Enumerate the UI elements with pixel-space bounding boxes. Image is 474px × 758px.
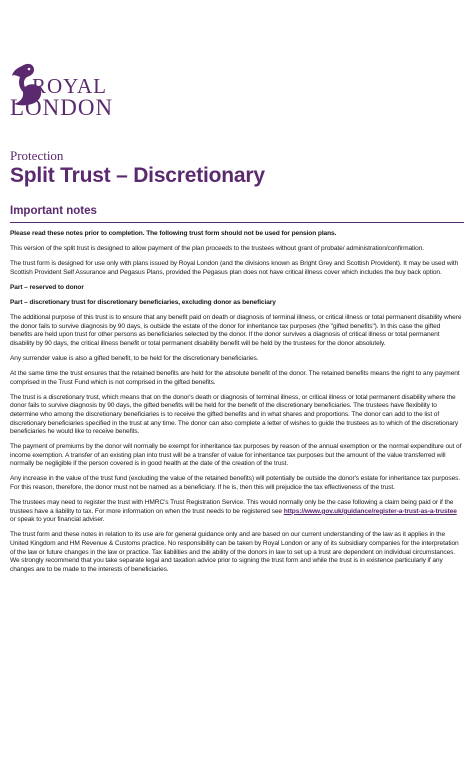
document-title: Split Trust – Discretionary: [10, 164, 265, 187]
section-heading: Important notes: [10, 205, 97, 217]
note-paragraph: [10, 230, 464, 239]
note-text: Please read these notes prior to completion. The following trust form should not be used for pension plans.: [10, 230, 337, 237]
note-text: The trust is a discretionary trust, which means that on the donor's death or diagnosis of terminal illness, or critical illness or total permanent disability where the donor fails to survive diagnosis by 90 days, the gifted benefits will be held for the benefit of the discretionary beneficiaries. The trustees have flexibility to determine who among the discretionary beneficiaries is to receive the gifted benefits and in what shares and proportions. The donor can add to the list of discretionary beneficiaries specified in the trust at any time. The donor can also complete a letter of wishes to guide the trustees as to which of the discretionary beneficiaries he would like to receive benefits.: [10, 393, 459, 436]
note-text: The payment of premiums by the donor will normally be exempt for inheritance tax purposes by reason of the annual exemption or the normal expenditure out of income exemption. A transfer of an existing plan into trust will be a transfer of value for inheritance tax purposes but the amount of the value transferred will normally be negligible if the person covered is in good health at the date of the creation of the trust.: [10, 443, 462, 468]
note-paragraph: [10, 499, 464, 525]
note-paragraph: [10, 355, 464, 364]
note-text: The trust form is designed for use only with plans issued by Royal London (and the divisions known as Bright Grey and Scottish Provident). It may be used with Scottish Provident Self Assurance and Pegasus Plans, provided the Pegasus plan does not have critical illness cover which includes the buy back option.: [10, 260, 459, 276]
note-text: The additional purpose of this trust is to ensure that any benefit paid on death or diagnosis of terminal illness, or critical illness or total permanent disability where the donor fails to survive diagnosis by 90 days, is outside the estate of the donor for inheritance tax purposes (the "gifted benefits"). In this case the gifted benefits are held upon trust for other persons as beneficiaries selected by the donor. If the donor survives a diagnosis of critical illness or total permanent disability by 90 days, the critical illness benefit or total permanent disability benefit will be held by the trustees for the donor absolutely.: [10, 314, 462, 347]
note-paragraph: [10, 314, 464, 348]
note-text: The trustees may need to register the trust with HMRC's Trust Registration Service. This would normally only be the case following a claim being paid or if the trustees have a liability to tax. For more information on when the trust needs to be registered see: [10, 499, 454, 515]
note-paragraph: [10, 245, 464, 254]
note-paragraph: [10, 475, 464, 492]
note-paragraph: [10, 284, 464, 293]
note-text: This version of the split trust is designed to allow payment of the plan proceeds to the trustees without grant of probate/ administration/confirmation.: [10, 245, 424, 253]
note-text: Any increase in the value of the trust fund (excluding the value of the retained benefits) will potentially be outside the donor's estate for inheritance tax purposes. For this reason, therefore, the donor must not be named as a beneficiary. If he is, then this will prejudice the tax effectiveness of the trust.: [10, 475, 461, 492]
note-text: The trust form and these notes in relation to its use are for general guidance only and are based on our current understanding of the law as it applies in the United Kingdom and HM Revenue & Customs practice. No responsibility can be taken by Royal London or any of its subsidiary companies for the interpretation of the law or future changes in the law or practice. Tax liabilities and the ability of the donors in law to set up a trust are dependent on individual circumstances. We strongly recommend that you take separate legal and taxation advice prior to signing the trust form and while the trust is in existence particularly if any changes are to be made to the interests of beneficiaries.: [10, 531, 459, 573]
note-paragraph: [10, 260, 464, 277]
note-text: Any surrender value is also a gifted benefit, to be held for the discretionary beneficiaries.: [10, 354, 259, 362]
brand-wordmark: [10, 74, 114, 120]
note-paragraph: [10, 394, 464, 437]
note-text: Part – reserved to donor: [10, 283, 84, 291]
note-text: At the same time the trust ensures that the retained benefits are held for the absolute benefit of the donor. The retained benefits means the right to any payment comprised in the Trust Fund which is not comprised in the gifted benefits.: [10, 370, 460, 386]
royal-london-logo: [10, 62, 130, 142]
section-divider: [10, 222, 464, 223]
note-paragraph: [10, 531, 464, 574]
notes-body: [10, 230, 464, 581]
note-paragraph: [10, 443, 464, 469]
note-paragraph: [10, 370, 464, 387]
document-subtitle: Protection: [10, 148, 64, 163]
trust-registration-link[interactable]: https://www.gov.uk/guidance/register-a-trust-as-a-trustee: [283, 507, 457, 515]
note-text: Part – discretionary trust for discretionary beneficiaries, excluding donor as beneficiary: [10, 298, 276, 306]
note-paragraph: [10, 299, 464, 308]
note-text-tail: or speak to your financial adviser.: [10, 516, 105, 524]
brand-line-2: LONDON: [10, 95, 114, 120]
brand-line-1: ROYAL: [32, 74, 108, 98]
